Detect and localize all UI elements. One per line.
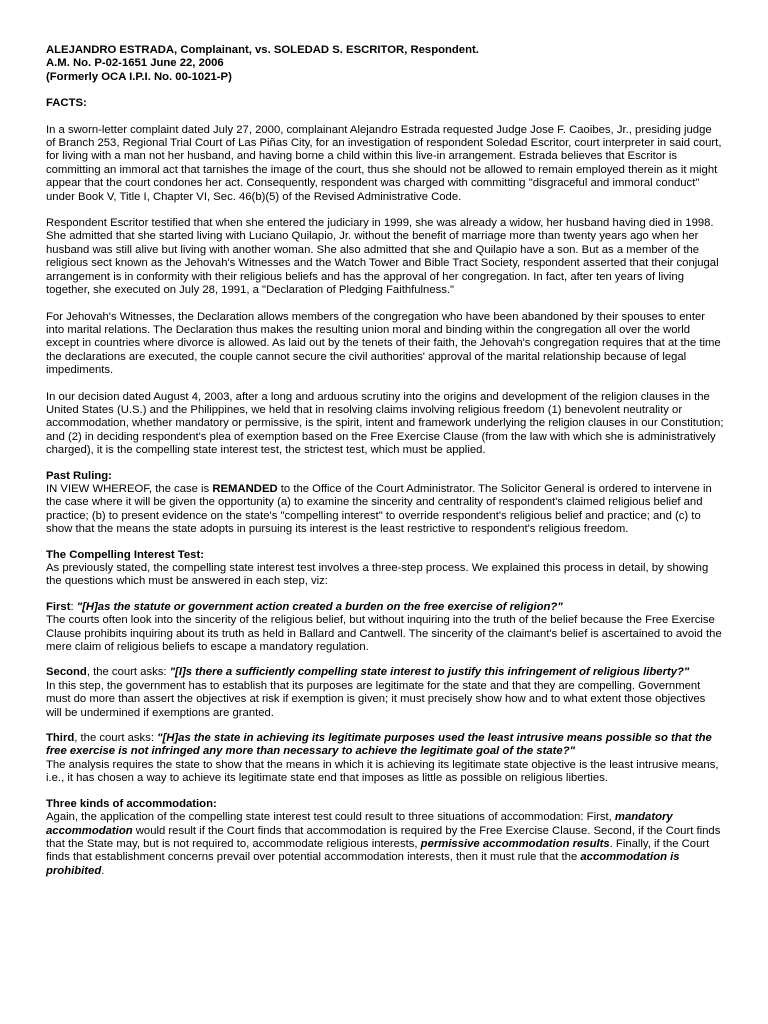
facts-heading: FACTS: <box>46 97 87 110</box>
mandatory-accommodation: mandatory accommodation <box>46 811 673 837</box>
case-number: A.M. No. P-02-1651 June 22, 2006 <box>46 57 224 70</box>
accommodation-text-1: Again, the application of the compelling state interest test could result to three situations of accommodation: First, <box>46 811 615 824</box>
case-former-number: (Formerly OCA I.P.I. No. 00-1021-P) <box>46 70 232 83</box>
second-question: "[I]s there a sufficiently compelling state interest to justify this infringement of religious liberty?" <box>169 666 690 679</box>
facts-paragraph-2: Respondent Escritor testified that when she entered the judiciary in 1999, she was already a widow, her husband having died in 1998. She admitted that she started living with Luciano Quilapio, Jr. without the benefit of marriage more than twenty years ago when her husband was still alive but living with another woman. She also admitted that she and Quilapio have a son. But as a member of the religious sect known as the Jehovah's Witnesses and the Watch Tower and Bible Tract Society, respondent asserted that their conjugal arrangement is in conformity with their religious beliefs and has the approval of her congregation. In fact, after ten years of living together, she executed on July 28, 1991, a "Declaration of Pledging Faithfulness." <box>46 217 719 297</box>
remanded-text: REMANDED <box>212 482 278 495</box>
past-ruling-paragraph <box>46 483 724 537</box>
accommodation-paragraph <box>46 811 724 878</box>
first-step-body: The courts often look into the sincerity of the religious belief, but without inquiring into the truth of the belief because the Free Exercise Clause prohibits inquiring about its truth as held in Ballard and Cantwell. The sincerity of the claimant's belief is ascertained to avoid the mere claim of religious beliefs to escape a mandatory regulation. <box>46 614 722 654</box>
compelling-interest-heading: The Compelling Interest Test: <box>46 548 204 561</box>
permissive-accommodation: permissive accommodation results <box>420 837 610 850</box>
accommodation-text-3: . Finally, if the Court finds that establishment concerns prevail over potential accommodation interests, then it must rule that the <box>46 837 710 864</box>
first-step-question <box>46 601 724 614</box>
third-step-body: The analysis requires the state to show that the means in which it is achieving its legitimate state objective is the least intrusive means, i.e., it has chosen a way to achieve its legitimate state end that imposes as little as possible on religious liberties. <box>46 758 719 785</box>
accommodation-text-4: . <box>101 864 105 877</box>
second-step-question <box>46 666 724 679</box>
facts-paragraph-4: In our decision dated August 4, 2003, after a long and arduous scrutiny into the origins and development of the religion clauses in the United States (U.S.) and the Philippines, we held that in resolving claims involving religious freedom (1) benevolent neutrality or accommodation, whether mandatory or permissive, is the spirit, intent and framework underlying the religion clauses in our Constitution; and (2) in deciding respondent's plea of exemption based on the Free Exercise Clause (from the law with which she is administratively charged), it is the compelling state interest test, the strictest test, which must be applied. <box>46 390 724 457</box>
first-question: "[H]as the statute or government action created a burden on the free exercise of religion?" <box>76 600 563 613</box>
facts-paragraph-3: For Jehovah's Witnesses, the Declaration allows members of the congregation who have been abandoned by their spouses to enter into marital relations. The Declaration thus makes the resulting union moral and binding within the congregation all over the world except in countries where divorce is allowed. As laid out by the tenets of their faith, the Jehovah's congregation requires that at the time the declarations are executed, the couple cannot secure the civil authorities' approval of the marital relationship because of legal impediments. <box>46 310 721 377</box>
second-mid: , the court asks: <box>86 666 170 679</box>
past-ruling-text-post: to the Office of the Court Administrator. The Solicitor General is ordered to intervene in the case where it will be given the opportunity (a) to examine the sincerity and centrality of respondent's claimed religious belief and practice; (b) to present evidence on the state's "compelling interest" to override respondent's religious belief and practice; and (c) to show that the means the state adopts in pursuing its interest is the least restrictive to respondent's religious freedom. <box>46 482 712 536</box>
compelling-interest-intro: As previously stated, the compelling state interest test involves a three-step process. We explained this process in detail, by showing the questions which must be answered in each step, viz: <box>46 562 709 588</box>
third-step-question <box>46 732 724 759</box>
past-ruling-text-pre: IN VIEW WHEREOF, the case is <box>46 482 213 495</box>
case-title: ALEJANDRO ESTRADA, Complainant, vs. SOLEDAD S. ESCRITOR, Respondent. <box>46 44 479 56</box>
second-step-body: In this step, the government has to establish that its purposes are legitimate for the state and that they are compelling. Government must do more than assert the objectives at risk if exemption is given; it must precisely show how and to what extent those objectives will be undermined if exemptions are granted. <box>46 679 706 719</box>
third-question: "[H]as the state in achieving its legitimate purposes used the least intrusive means possible so that the free exercise is not infringed any more than necessary to achieve the legitimate goal of the state?" <box>46 732 712 758</box>
first-colon: : <box>70 600 77 613</box>
past-ruling-heading: Past Ruling: <box>46 469 112 482</box>
document-page <box>46 44 724 878</box>
accommodation-text-2: would result if the Court finds that accommodation is required by the Free Exercise Clause. Second, if the Court finds that the State may, but is not required to, accommodate religious interests, <box>46 824 721 850</box>
second-label: Second <box>46 666 87 679</box>
first-label: First <box>46 600 71 613</box>
facts-paragraph-1: In a sworn-letter complaint dated July 27, 2000, complainant Alejandro Estrada requested Judge Jose F. Caoibes, Jr., presiding judge of Branch 253, Regional Trial Court of Las Piñas City, for an investigation of respondent Soledad Escritor, court interpreter in said court, for living with a man not her husband, and having borne a child within this live-in arrangement. Estrada believes that Escritor is committing an immoral act that tarnishes the image of the court, thus she should not be allowed to remain employed therein as it might appear that the court condones her act. Consequently, respondent was charged with committing "disgraceful and immoral conduct" under Book V, Title I, Chapter VI, Sec. 46(b)(5) of the Revised Administrative Code. <box>46 123 722 203</box>
accommodation-heading: Three kinds of accommodation: <box>46 797 217 810</box>
accommodation-prohibited: accommodation is prohibited <box>46 851 680 877</box>
third-label: Third <box>46 732 75 745</box>
third-mid: , the court asks: <box>74 732 158 745</box>
